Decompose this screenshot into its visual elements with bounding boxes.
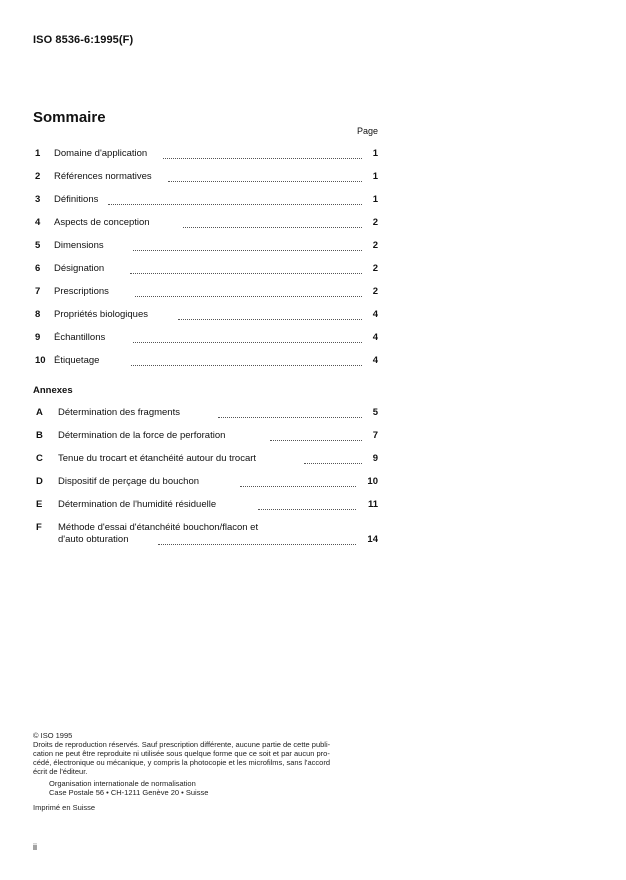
- toc-page: 4: [372, 332, 378, 343]
- toc-page: 1: [372, 171, 378, 182]
- toc-leader: [183, 218, 362, 228]
- toc-number: 4: [35, 217, 41, 228]
- toc-leader: [133, 333, 362, 343]
- annex-entry[interactable]: [33, 453, 378, 467]
- toc-page: 4: [372, 355, 378, 366]
- annex-entry[interactable]: [33, 430, 378, 444]
- annex-label-continued: d'auto obturation: [58, 534, 129, 545]
- annex-page: 14: [367, 534, 378, 545]
- toc-page: 2: [372, 286, 378, 297]
- toc-entry[interactable]: [33, 309, 378, 323]
- toc-label: Références normatives: [54, 171, 152, 182]
- toc-label: Prescriptions: [54, 286, 109, 297]
- toc-leader: [133, 241, 362, 251]
- rights-text-line: cédé, électronique ou mécanique, y compris la photocopie et les microfilms, sans l'accord: [33, 758, 330, 767]
- toc-number: 6: [35, 263, 41, 274]
- toc-entry[interactable]: [33, 217, 378, 231]
- page-column-label: Page: [357, 126, 379, 136]
- toc-leader: [163, 149, 362, 159]
- annex-letter: C: [36, 453, 43, 464]
- annex-letter: F: [36, 522, 42, 533]
- copyright-notice: [33, 731, 383, 812]
- toc-label: Échantillons: [54, 332, 106, 343]
- annex-entry[interactable]: [33, 407, 378, 421]
- toc-entry[interactable]: [33, 355, 378, 369]
- toc-number: 9: [35, 332, 41, 343]
- annex-label: Tenue du trocart et étanchéité autour du trocart: [58, 453, 257, 464]
- annex-leader: [240, 477, 356, 487]
- annex-page: 11: [367, 499, 378, 510]
- toc-number: 10: [35, 355, 46, 366]
- toc-leader: [135, 287, 362, 297]
- rights-text-line: Droits de reproduction réservés. Sauf prescription différente, aucune partie de cette publi-: [33, 740, 331, 749]
- toc-label: Domaine d'application: [54, 148, 148, 159]
- annex-page: 5: [372, 407, 378, 418]
- annexes-heading: Annexes: [33, 385, 73, 396]
- annex-label: Dispositif de perçage du bouchon: [58, 476, 200, 487]
- organisation-name: Organisation internationale de normalisation: [49, 779, 196, 788]
- annex-label: Détermination de l'humidité résiduelle: [58, 499, 217, 510]
- annex-entry[interactable]: [33, 499, 378, 513]
- toc-label: Définitions: [54, 194, 99, 205]
- printed-in: Imprimé en Suisse: [33, 803, 96, 812]
- annex-label: Détermination des fragments: [58, 407, 180, 418]
- toc-label: Aspects de conception: [54, 217, 150, 228]
- annex-entry[interactable]: [33, 522, 378, 548]
- annex-label: Détermination de la force de perforation: [58, 430, 226, 441]
- toc-entry[interactable]: [33, 263, 378, 277]
- toc-page: 2: [372, 240, 378, 251]
- toc-leader: [168, 172, 362, 182]
- toc-label: Désignation: [54, 263, 105, 274]
- annex-leader: [270, 431, 362, 441]
- annex-page: 9: [372, 453, 378, 464]
- page-title: Sommaire: [33, 109, 106, 126]
- toc-page: 4: [372, 309, 378, 320]
- toc-entry[interactable]: [33, 171, 378, 185]
- annex-leader: [158, 535, 356, 545]
- toc-number: 8: [35, 309, 41, 320]
- page-number: ii: [33, 842, 37, 852]
- toc-leader: [178, 310, 362, 320]
- annex-entry[interactable]: [33, 476, 378, 490]
- annex-label: Méthode d'essai d'étanchéité bouchon/flacon et: [58, 522, 259, 533]
- rights-text-line: écrit de l'éditeur.: [33, 767, 88, 776]
- toc-label: Propriétés biologiques: [54, 309, 149, 320]
- annex-page: 7: [372, 430, 378, 441]
- annex-leader: [304, 454, 362, 464]
- toc-number: 2: [35, 171, 41, 182]
- toc-leader: [131, 356, 362, 366]
- organisation-address: Case Postale 56 • CH-1211 Genève 20 • Suisse: [49, 788, 209, 797]
- annex-letter: E: [36, 499, 43, 510]
- toc-entry[interactable]: [33, 194, 378, 208]
- toc-entry[interactable]: [33, 240, 378, 254]
- rights-text-line: cation ne peut être reproduite ni utilisée sous quelque forme que ce soit et par aucun pro-: [33, 749, 330, 758]
- toc-page: 2: [372, 263, 378, 274]
- toc-label: Dimensions: [54, 240, 104, 251]
- annex-page: 10: [367, 476, 378, 487]
- toc-page: 1: [372, 148, 378, 159]
- toc-number: 5: [35, 240, 41, 251]
- toc-page: 1: [372, 194, 378, 205]
- annex-letter: B: [36, 430, 43, 441]
- toc-number: 7: [35, 286, 41, 297]
- toc-leader: [108, 195, 362, 205]
- toc-number: 1: [35, 148, 41, 159]
- toc-entry[interactable]: [33, 332, 378, 346]
- annex-letter: D: [36, 476, 43, 487]
- document-id: ISO 8536-6:1995(F): [33, 34, 134, 46]
- annex-leader: [258, 500, 356, 510]
- annex-leader: [218, 408, 362, 418]
- toc-page: 2: [372, 217, 378, 228]
- toc-entry[interactable]: [33, 148, 378, 162]
- toc-number: 3: [35, 194, 41, 205]
- toc-leader: [130, 264, 362, 274]
- toc-entry[interactable]: [33, 286, 378, 300]
- toc-label: Étiquetage: [54, 355, 100, 366]
- annex-letter: A: [36, 407, 43, 418]
- copyright-line: © ISO 1995: [33, 731, 73, 740]
